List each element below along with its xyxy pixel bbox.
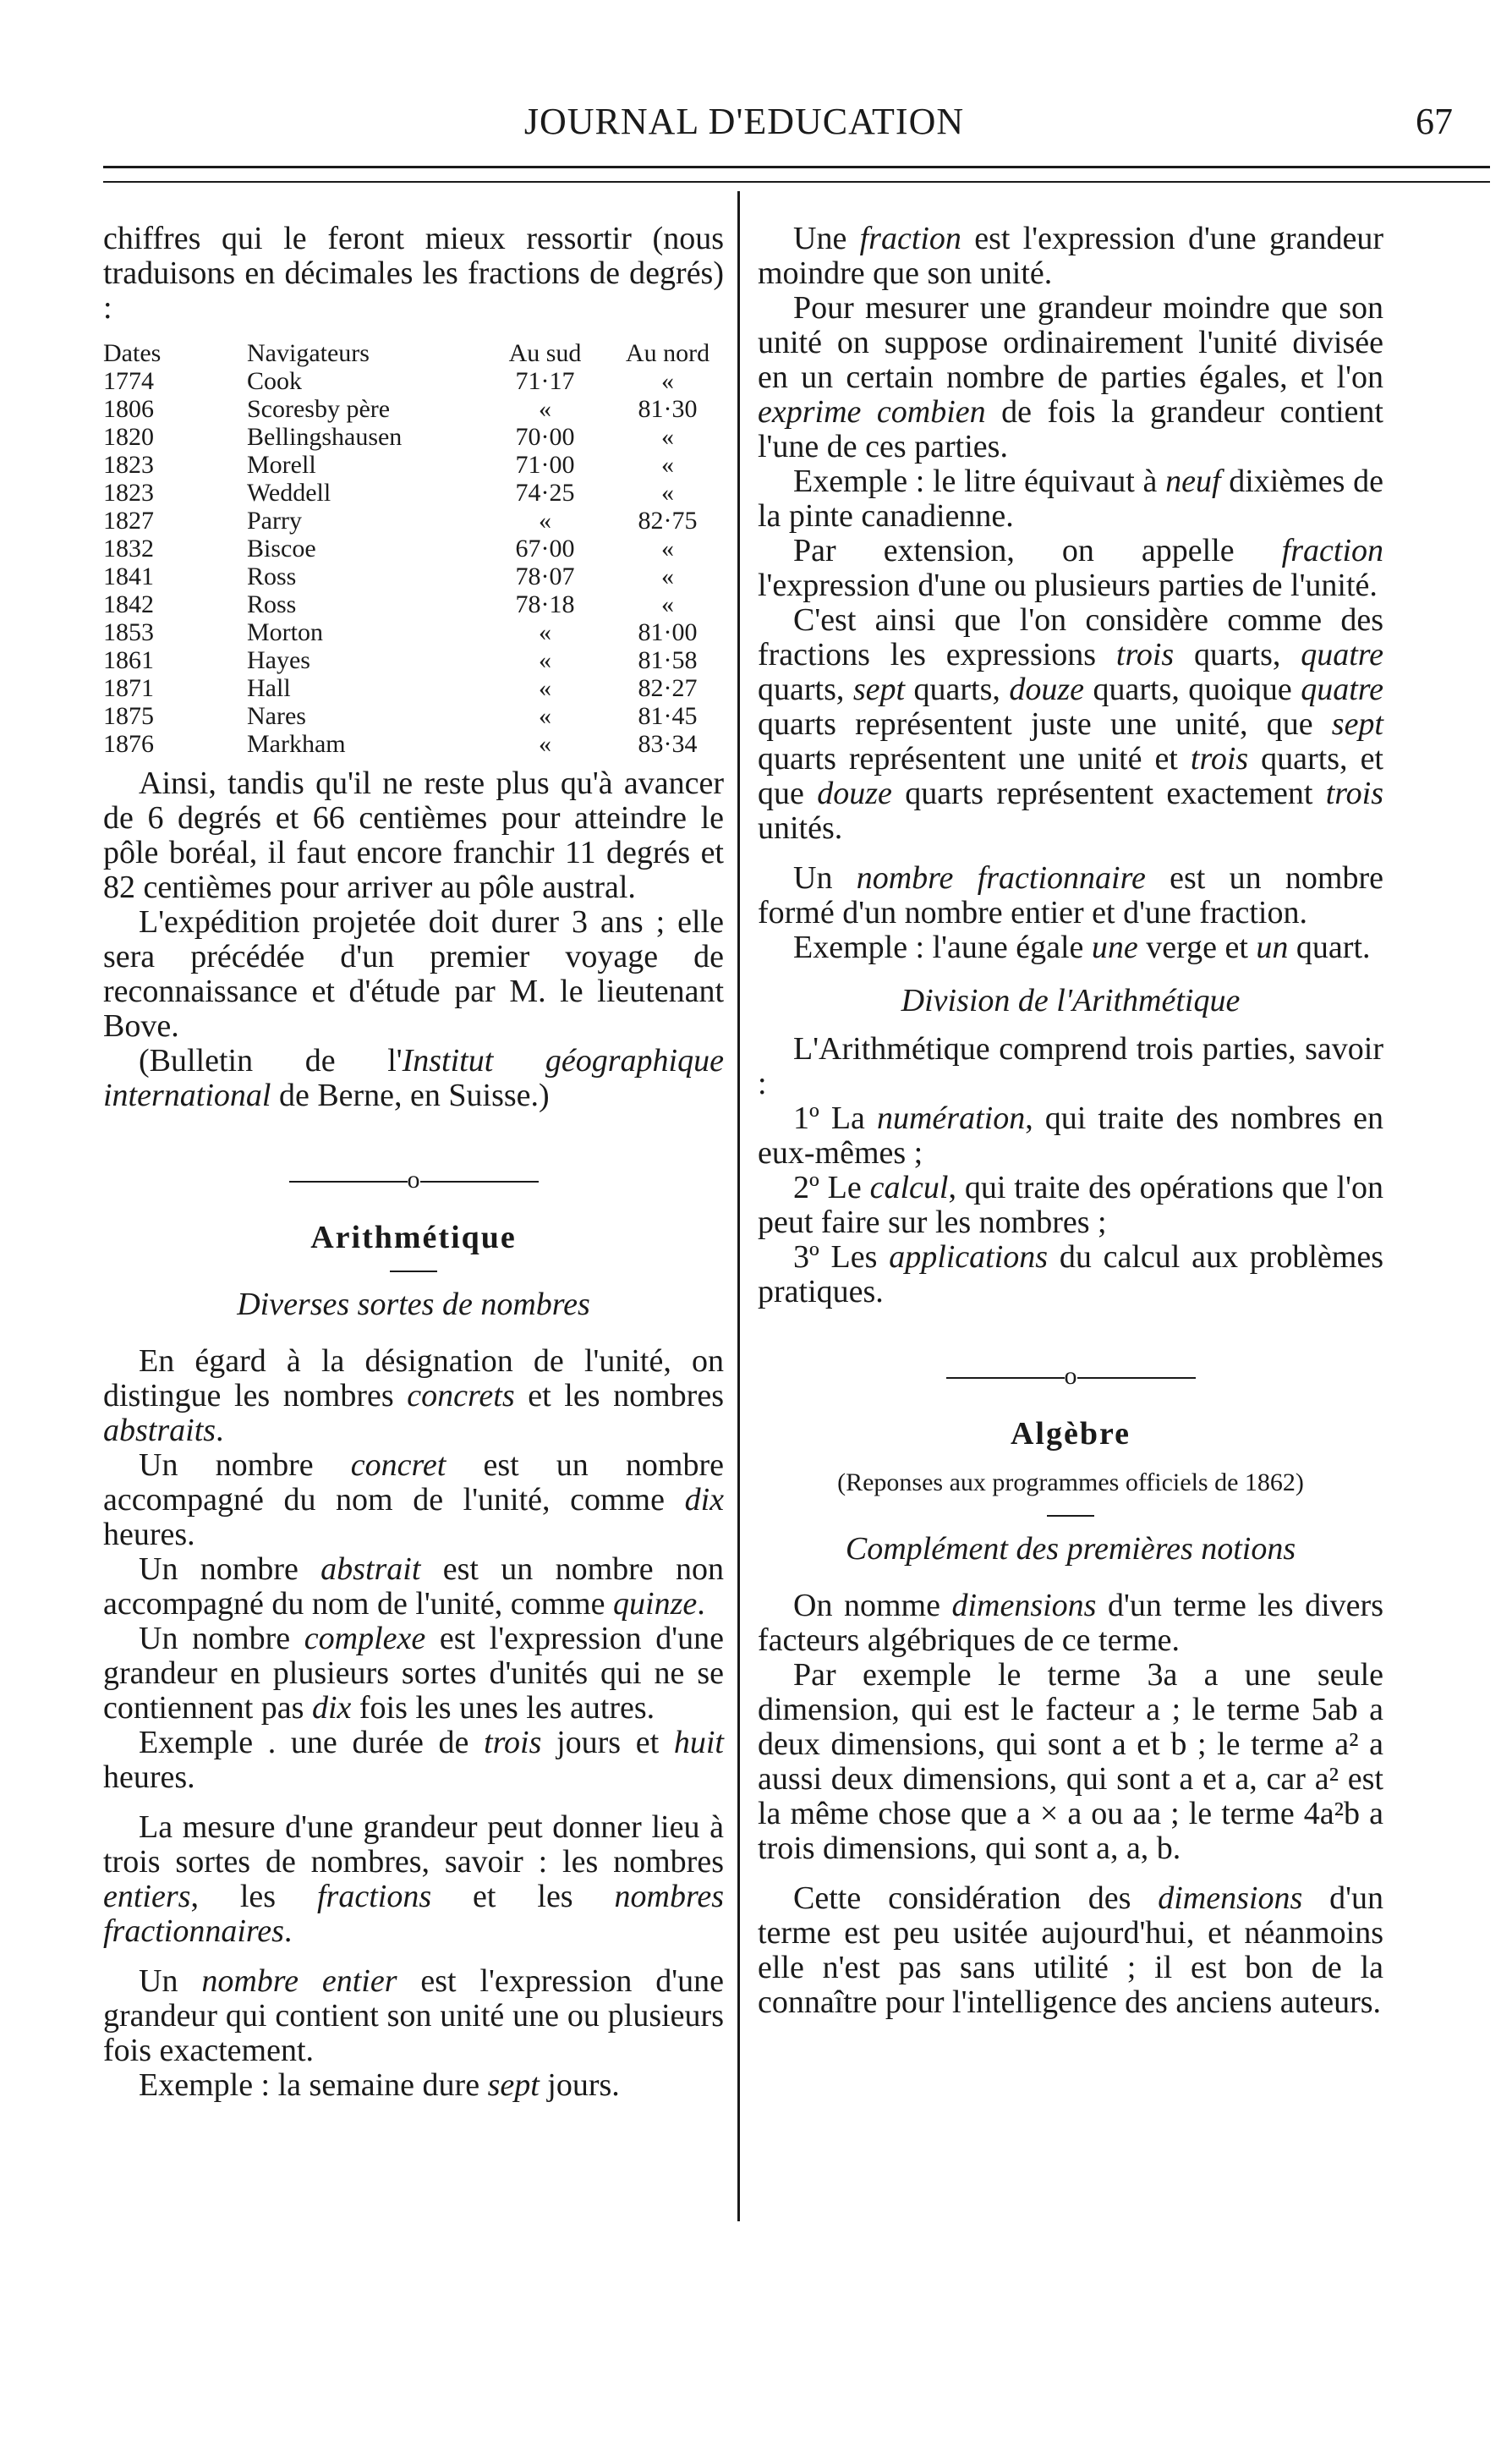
column-header: Navigateurs [247, 339, 370, 367]
section-ornament: o [103, 1162, 724, 1197]
cell-date: 1871 [103, 674, 154, 702]
subtitle-complement: Complément des premières notions [845, 1531, 1296, 1567]
table-row [103, 590, 729, 618]
paragraph-ainsi: Ainsi, tandis qu'il ne reste plus qu'à avancer de 6 degrés et 66 centièmes pour atteindre le pôle boréal, il faut encore franchir 11 degrés et 82 centièmes pour arriver au pôle austral. [103, 766, 724, 905]
paragraph-quarts: C'est ainsi que l'on considère comme des fractions les expressions trois quarts, quatre quarts, sept quarts, douze quarts, quoique quatre quarts représentent juste une unité, que sept quarts représentent une unité et trois quarts, et que douze quarts représentent exactement trois unités. [758, 602, 1383, 846]
column-header: Au sud [508, 339, 582, 367]
cell-au-sud: 78·07 [515, 563, 575, 590]
paragraph-aune: Exemple : l'aune égale une verge et un quart. [793, 930, 1371, 965]
cell-au-sud: 67·00 [515, 535, 575, 563]
cell-date: 1841 [103, 563, 154, 590]
paragraph-exemple-terme: Par exemple le terme 3a a une seule dimension, qui est le facteur a ; le terme 5ab a deux dimensions, qui sont a et b ; le terme a² a aussi deux dimensions, qui sont a et a, car a² est la même chose que a × a ou aa ; le terme 4a²b a trois dimensions, qui sont a, a, b. [758, 1657, 1383, 1866]
paragraph-comprend: L'Arithmétique comprend trois parties, savoir : [758, 1031, 1383, 1101]
subtitle-diverses-sortes: Diverses sortes de nombres [237, 1287, 590, 1322]
table-row [103, 674, 729, 702]
cell-navigator: Ross [247, 590, 297, 618]
section-title-arithmetique: Arithmétique [310, 1220, 517, 1255]
cell-navigator: Hall [247, 674, 291, 702]
cell-date: 1876 [103, 730, 154, 758]
table-row [103, 479, 729, 507]
cell-au-nord: 81·45 [638, 702, 698, 730]
table-header-row [103, 339, 729, 367]
cell-date: 1842 [103, 590, 154, 618]
paragraph-fraction: Une fraction est l'expression d'une grandeur moindre que son unité. [758, 221, 1384, 291]
cell-date: 1827 [103, 507, 154, 535]
paragraph-dimensions: On nomme dimensions d'un terme les divers facteurs algébriques de ce terme. [758, 1588, 1383, 1658]
paragraph-cette-consideration: Cette considération des dimensions d'un terme est peu usitée aujourd'hui, et néanmoins elle n'est pas sans utilité ; il est bon de la connaître pour l'intelligence des anciens auteurs. [758, 1880, 1383, 2020]
cell-au-nord: 81·00 [638, 618, 698, 646]
cell-navigator: Markham [247, 730, 346, 758]
cell-au-nord: 82·27 [638, 674, 698, 702]
section-title-algebre: Algèbre [1010, 1416, 1131, 1452]
cell-au-nord: 83·34 [638, 730, 698, 758]
intro-paragraph: chiffres qui le feront mieux ressortir (nous traduisons en décimales les fractions de degrés) : [103, 221, 724, 326]
cell-au-sud: « [539, 507, 551, 535]
short-rule [390, 1271, 437, 1272]
cell-navigator: Biscoe [247, 535, 316, 563]
cell-au-nord: « [661, 451, 674, 479]
cell-navigator: Hayes [247, 646, 310, 674]
cell-au-nord: « [661, 367, 674, 395]
running-header: JOURNAL D'EDUCATION [523, 101, 965, 142]
cell-date: 1832 [103, 535, 154, 563]
header-rule-thin [103, 181, 1490, 183]
cell-au-nord: « [661, 423, 674, 451]
cell-au-sud: « [539, 674, 551, 702]
programme-note: (Reponses aux programmes officiels de 1862) [837, 1468, 1304, 1496]
cell-navigator: Morell [247, 451, 316, 479]
right-column [758, 222, 1383, 2020]
bulletin-citation: (Bulletin de l'Institut géographique international de Berne, en Suisse.) [103, 1043, 724, 1113]
cell-au-sud: 71·00 [515, 451, 575, 479]
cell-date: 1875 [103, 702, 154, 730]
column-header: Dates [103, 339, 162, 367]
paragraph-expedition: L'expédition projetée doit durer 3 ans ; elle sera précédée d'un premier voyage de reconnaissance et d'étude par M. le lieutenant Bove. [103, 904, 724, 1044]
table-row [103, 646, 729, 674]
cell-date: 1774 [103, 367, 154, 395]
left-column [103, 222, 724, 2103]
table-row [103, 563, 729, 590]
list-item-calcul: 2º Le calcul, qui traite des opérations que l'on peut faire sur les nombres ; [758, 1170, 1383, 1240]
cell-au-nord: « [661, 590, 674, 618]
paragraph-extension: Par extension, on appelle fraction l'expression d'une ou plusieurs parties de l'unité. [758, 533, 1383, 603]
page-number: 67 [1416, 101, 1453, 142]
navigators-table [103, 339, 729, 758]
short-rule [1047, 1515, 1094, 1517]
cell-navigator: Morton [247, 618, 323, 646]
cell-navigator: Cook [247, 367, 303, 395]
cell-date: 1861 [103, 646, 154, 674]
cell-au-sud: 71·17 [515, 367, 575, 395]
table-row [103, 451, 729, 479]
list-item-applications: 3º Les applications du calcul aux problèmes pratiques. [758, 1239, 1384, 1309]
cell-date: 1853 [103, 618, 154, 646]
cell-navigator: Ross [247, 563, 297, 590]
table-body [103, 367, 729, 758]
cell-navigator: Parry [247, 507, 302, 535]
cell-au-nord: « [661, 479, 674, 507]
paragraph-abstrait: Un nombre abstrait est un nombre non accompagné du nom de l'unité, comme quinze. [103, 1551, 724, 1622]
list-item-numeration: 1º La numération, qui traite des nombres en eux-mêmes ; [758, 1101, 1383, 1171]
cell-date: 1823 [103, 451, 154, 479]
column-divider [737, 191, 740, 2221]
paragraph-egard: En égard à la désignation de l'unité, on distingue les nombres concrets et les nombres abstraits. [103, 1343, 724, 1448]
section-ornament: o [758, 1358, 1383, 1393]
paragraph-mesurer: Pour mesurer une grandeur moindre que son unité on suppose ordinairement l'unité divisée en un certain nombre de parties égales, et l'on exprime combien de fois la grandeur contient l'une de ces parties. [758, 290, 1383, 464]
cell-au-sud: 70·00 [515, 423, 575, 451]
cell-au-nord: « [661, 535, 674, 563]
cell-navigator: Bellingshausen [247, 423, 403, 451]
table-row [103, 395, 729, 423]
paragraph-concret: Un nombre concret est un nombre accompagné du nom de l'unité, comme dix heures. [103, 1447, 724, 1552]
column-header: Au nord [625, 339, 710, 367]
cell-date: 1820 [103, 423, 154, 451]
paragraph-complexe: Un nombre complexe est l'expression d'une grandeur en plusieurs sortes d'unités qui ne se contiennent pas dix fois les unes les autres. [103, 1621, 724, 1726]
table-row [103, 730, 729, 758]
cell-navigator: Weddell [247, 479, 331, 507]
table-row [103, 423, 729, 451]
cell-date: 1806 [103, 395, 154, 423]
paragraph-litre: Exemple : le litre équivaut à neuf dixièmes de la pinte canadienne. [758, 464, 1383, 534]
paragraph-exemple-semaine: Exemple : la semaine dure sept jours. [139, 2067, 620, 2103]
cell-au-sud: « [539, 646, 551, 674]
paragraph-exemple-duree: Exemple . une durée de trois jours et huit heures. [103, 1725, 724, 1795]
table-row [103, 618, 729, 646]
cell-au-nord: 82·75 [638, 507, 698, 535]
table-row [103, 535, 729, 563]
subtitle-division: Division de l'Arithmétique [901, 983, 1241, 1018]
header-rule [103, 166, 1490, 168]
cell-au-sud: 78·18 [515, 590, 575, 618]
paragraph-mesure: La mesure d'une grandeur peut donner lieu à trois sortes de nombres, savoir : les nombres entiers, les fractions et les nombres fractionnaires. [103, 1809, 725, 1949]
paragraph-nombre-entier: Un nombre entier est l'expression d'une grandeur qui contient son unité une ou plusieurs fois exactement. [103, 1963, 724, 2068]
cell-au-sud: « [539, 618, 551, 646]
cell-date: 1823 [103, 479, 154, 507]
paragraph-nombre-fractionnaire: Un nombre fractionnaire est un nombre formé d'un nombre entier et d'une fraction. [758, 860, 1383, 930]
cell-au-sud: « [539, 395, 551, 423]
cell-au-nord: 81·30 [638, 395, 698, 423]
cell-au-nord: « [661, 563, 674, 590]
table-row [103, 507, 729, 535]
cell-au-sud: 74·25 [515, 479, 575, 507]
cell-au-sud: « [539, 730, 551, 758]
cell-navigator: Nares [247, 702, 306, 730]
table-row [103, 367, 729, 395]
table-row [103, 702, 729, 730]
cell-au-nord: 81·58 [638, 646, 698, 674]
cell-au-sud: « [539, 702, 551, 730]
cell-navigator: Scoresby père [247, 395, 391, 423]
